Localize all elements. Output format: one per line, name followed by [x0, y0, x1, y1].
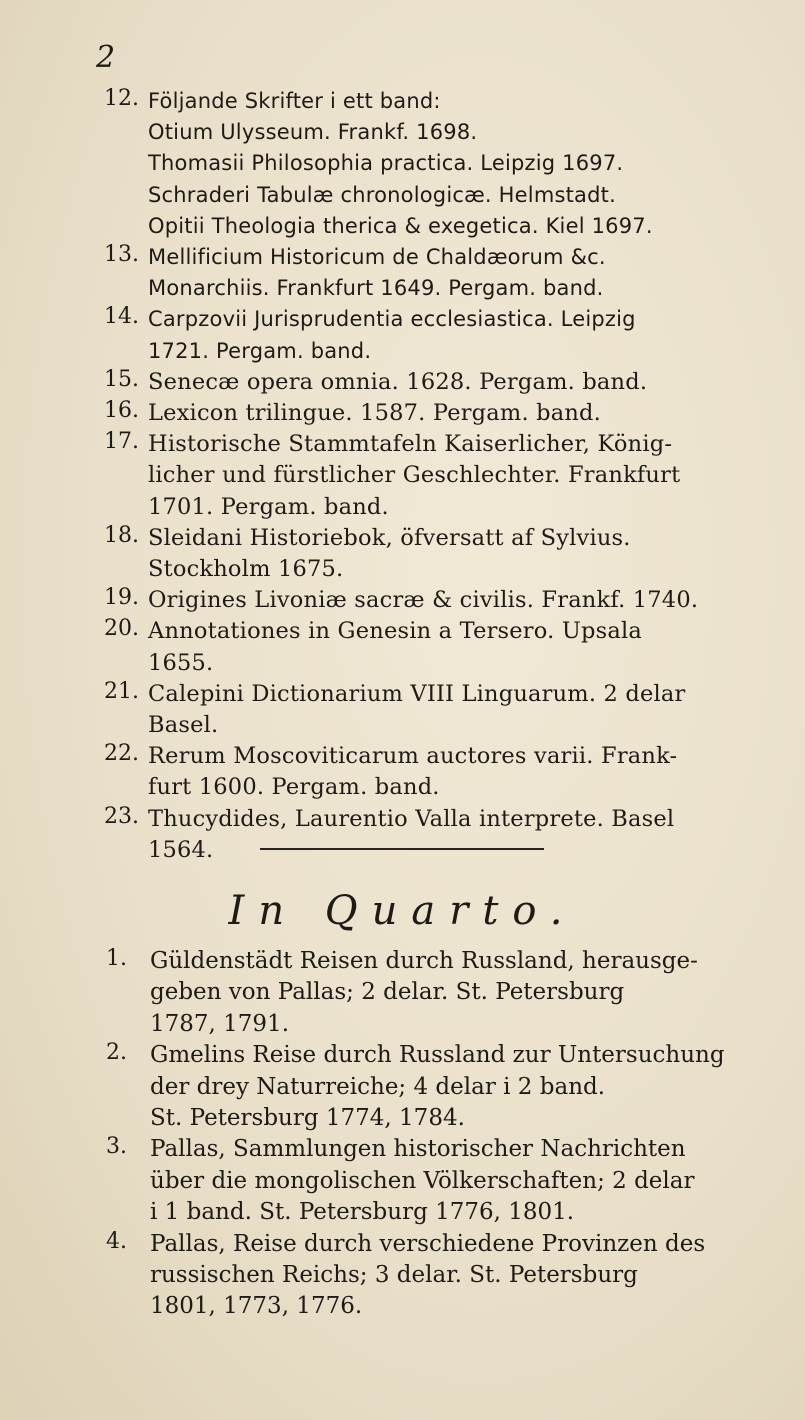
entry-line: Thomasii Philosophia practica. Leipzig 1697. [148, 151, 624, 176]
entry-number: 3. [106, 1134, 127, 1160]
entry-line: St. Petersburg 1774, 1784. [150, 1105, 465, 1132]
entry-number: 15. [104, 366, 139, 392]
catalog-entry-quarto-2 [106, 1040, 766, 1134]
entry-line: Rerum Moscoviticarum auctores varii. Frank- [148, 743, 678, 770]
entry-line: Gmelins Reise durch Russland zur Untersuchung [150, 1042, 725, 1069]
catalog-entry-17 [104, 429, 764, 523]
entry-line: Basel. [148, 712, 219, 739]
catalog-entry-23 [104, 804, 764, 866]
entry-line: i 1 band. St. Petersburg 1776, 1801. [150, 1199, 575, 1226]
page-number: 2 [96, 40, 116, 75]
entry-line: Opitii Theologia therica & exegetica. Kiel 1697. [148, 213, 653, 238]
catalog-entry-13 [104, 242, 764, 304]
entry-number: 14. [104, 304, 139, 330]
entry-line: Thucydides, Laurentio Valla interprete. Basel [148, 805, 675, 832]
entry-line: licher und fürstlicher Geschlechter. Frankfurt [148, 462, 681, 489]
entry-line: Carpzovii Jurisprudentia ecclesiastica. Leipzig [148, 307, 636, 332]
entry-line: Pallas, Sammlungen historischer Nachrichten [150, 1136, 686, 1163]
entry-line: geben von Pallas; 2 delar. St. Petersburg [150, 979, 625, 1006]
catalog-list-quarto [106, 946, 766, 1323]
entry-line: 1787, 1791. [150, 1010, 289, 1037]
entry-line: Historische Stammtafeln Kaiserlicher, König- [148, 431, 673, 458]
entry-number: 16. [104, 398, 139, 424]
entry-number: 23. [104, 803, 139, 829]
catalog-entry-19 [104, 585, 764, 616]
entry-number: 1. [106, 946, 127, 971]
entry-line: Schraderi Tabulæ chronologicæ. Helmstadt. [148, 182, 616, 207]
entry-line: Güldenstädt Reisen durch Russland, herausge- [150, 948, 698, 974]
catalog-entry-21 [104, 679, 764, 741]
catalog-entry-quarto-3 [106, 1134, 766, 1228]
entry-line: Sleidani Historiebok, öfversatt af Sylvius. [148, 524, 631, 551]
entry-number: 12. [104, 86, 139, 111]
section-title: In Quarto. [228, 888, 577, 934]
entry-line: Stockholm 1675. [148, 556, 344, 583]
catalog-entry-quarto-1 [106, 946, 766, 1040]
entry-line: Annotationes in Genesin a Tersero. Upsala [148, 618, 642, 645]
entry-line: 1721. Pergam. band. [148, 338, 372, 363]
catalog-entry-22 [104, 741, 764, 803]
entry-number: 4. [106, 1228, 127, 1254]
entry-number: 22. [104, 741, 139, 767]
entry-number: 17. [104, 429, 139, 455]
entry-line: Origines Livoniæ sacræ & civilis. Frankf. 1740. [148, 587, 699, 614]
entry-line: über die mongolischen Völkerschaften; 2 delar [150, 1167, 695, 1194]
entry-line: Calepini Dictionarium VIII Linguarum. 2 delar [148, 680, 686, 707]
entry-line: Monarchiis. Frankfurt 1649. Pergam. band. [148, 276, 604, 301]
entry-line: Pallas, Reise durch verschiedene Provinzen des [150, 1230, 706, 1257]
entry-line: Senecæ opera omnia. 1628. Pergam. band. [148, 368, 648, 395]
catalog-entry-16 [104, 398, 764, 429]
entry-line: Otium Ulysseum. Frankf. 1698. [148, 120, 478, 145]
catalog-entry-20 [104, 616, 764, 678]
catalog-entry-14 [104, 304, 764, 366]
entry-line: russischen Reichs; 3 delar. St. Petersburg [150, 1262, 638, 1289]
entry-line: der drey Naturreiche; 4 delar i 2 band. [150, 1073, 606, 1100]
entry-number: 2. [106, 1040, 127, 1066]
entry-line: 1801, 1773, 1776. [150, 1293, 363, 1320]
catalog-entry-15 [104, 367, 764, 398]
catalog-list-top [104, 86, 764, 866]
entry-number: 21. [104, 678, 139, 704]
entry-number: 18. [104, 522, 139, 548]
entry-line: Följande Skrifter i ett band: [148, 89, 441, 113]
entry-number: 19. [104, 585, 139, 611]
entry-number: 13. [104, 242, 139, 268]
entry-line: Mellificium Historicum de Chaldæorum &c. [148, 245, 606, 270]
entry-line: furt 1600. Pergam. band. [148, 774, 440, 801]
entry-number: 20. [104, 616, 139, 642]
entry-line: 1655. [148, 649, 214, 676]
entry-line: 1701. Pergam. band. [148, 493, 389, 520]
catalog-entry-quarto-4 [106, 1229, 766, 1323]
catalog-entry-12 [104, 86, 764, 242]
section-divider [260, 848, 544, 850]
entry-line: 1564. [148, 836, 214, 863]
catalog-entry-18 [104, 523, 764, 585]
entry-line: Lexicon trilingue. 1587. Pergam. band. [148, 400, 602, 427]
